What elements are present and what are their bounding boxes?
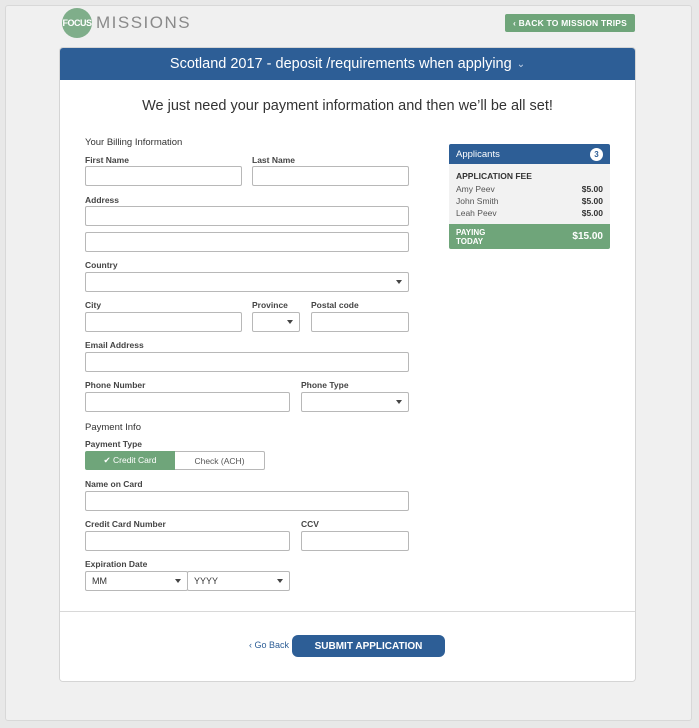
province-label: Province bbox=[252, 300, 288, 310]
back-to-mission-trips-button[interactable]: ‹ BACK TO MISSION TRIPS bbox=[505, 14, 635, 32]
paying-today-label: PAYING TODAY bbox=[456, 227, 486, 246]
list-item bbox=[456, 207, 603, 219]
address-label: Address bbox=[85, 195, 120, 205]
applicants-count-badge: 3 bbox=[590, 148, 603, 161]
email-label: Email Address bbox=[85, 340, 144, 350]
chevron-down-icon[interactable]: ⌄ bbox=[516, 58, 526, 70]
applicant-fee: $5.00 bbox=[581, 208, 603, 218]
credit-card-option[interactable]: ✔ Credit Card bbox=[85, 451, 175, 470]
applicant-fee: $5.00 bbox=[581, 184, 603, 194]
caret-down-icon bbox=[175, 579, 181, 583]
address-line2-field[interactable] bbox=[85, 232, 409, 252]
first-name-field[interactable] bbox=[85, 166, 242, 186]
name-on-card-label: Name on Card bbox=[85, 479, 143, 489]
paying-today-bar bbox=[449, 224, 610, 249]
caret-down-icon bbox=[287, 320, 293, 324]
name-on-card-field[interactable] bbox=[85, 491, 409, 511]
trip-title: Scotland 2017 - deposit /requirements when applying bbox=[169, 56, 512, 72]
phone-type-select[interactable] bbox=[301, 392, 409, 412]
first-name-label: First Name bbox=[85, 155, 129, 165]
card-number-field[interactable] bbox=[85, 531, 290, 551]
applicants-header bbox=[449, 144, 610, 164]
phone-number-field[interactable] bbox=[85, 392, 290, 412]
submit-application-button[interactable]: SUBMIT APPLICATION bbox=[292, 635, 445, 657]
applicants-title: Applicants bbox=[456, 148, 500, 160]
province-select[interactable] bbox=[252, 312, 300, 332]
year-value: YYYY bbox=[194, 576, 219, 586]
card-number-label: Credit Card Number bbox=[85, 519, 166, 529]
list-item bbox=[456, 183, 603, 195]
city-label: City bbox=[85, 300, 102, 310]
logo-mark: FOCUS bbox=[62, 8, 92, 38]
applicants-summary-panel bbox=[449, 144, 610, 249]
ccv-label: CCV bbox=[301, 519, 319, 529]
applicant-name: Leah Peev bbox=[456, 208, 497, 218]
postal-code-label: Postal code bbox=[311, 300, 359, 310]
focus-missions-logo[interactable] bbox=[62, 8, 191, 38]
caret-down-icon bbox=[277, 579, 283, 583]
last-name-field[interactable] bbox=[252, 166, 409, 186]
expiration-date-label: Expiration Date bbox=[85, 559, 148, 569]
country-select[interactable] bbox=[85, 272, 409, 292]
list-item bbox=[456, 195, 603, 207]
billing-section-title: Your Billing Information bbox=[85, 137, 183, 148]
check-ach-option[interactable]: Check (ACH) bbox=[175, 451, 265, 470]
ccv-field[interactable] bbox=[301, 531, 409, 551]
application-fee-title: APPLICATION FEE bbox=[456, 171, 532, 181]
last-name-label: Last Name bbox=[252, 155, 295, 165]
phone-number-label: Phone Number bbox=[85, 380, 146, 390]
intro-text: We just need your payment information and then we’ll be all set! bbox=[142, 98, 553, 114]
logo-text: MISSIONS bbox=[96, 13, 192, 32]
application-card bbox=[59, 47, 636, 682]
month-value: MM bbox=[92, 576, 107, 586]
paying-today-total: $15.00 bbox=[572, 231, 603, 242]
city-field[interactable] bbox=[85, 312, 242, 332]
expiration-year-select[interactable] bbox=[187, 571, 290, 591]
postal-code-field[interactable] bbox=[311, 312, 409, 332]
expiration-month-select[interactable] bbox=[85, 571, 188, 591]
payment-section-title: Payment Info bbox=[85, 422, 141, 433]
fee-breakdown bbox=[449, 164, 610, 224]
email-field[interactable] bbox=[85, 352, 409, 372]
country-label: Country bbox=[85, 260, 118, 270]
address-line1-field[interactable] bbox=[85, 206, 409, 226]
applicant-fee: $5.00 bbox=[581, 196, 603, 206]
phone-type-label: Phone Type bbox=[301, 380, 349, 390]
payment-type-label: Payment Type bbox=[85, 439, 143, 449]
caret-down-icon bbox=[396, 400, 402, 404]
go-back-link[interactable]: ‹ Go Back bbox=[249, 640, 290, 650]
caret-down-icon bbox=[396, 280, 402, 284]
applicant-name: Amy Peev bbox=[456, 184, 495, 194]
trip-header[interactable] bbox=[60, 48, 635, 80]
applicant-name: John Smith bbox=[456, 196, 499, 206]
